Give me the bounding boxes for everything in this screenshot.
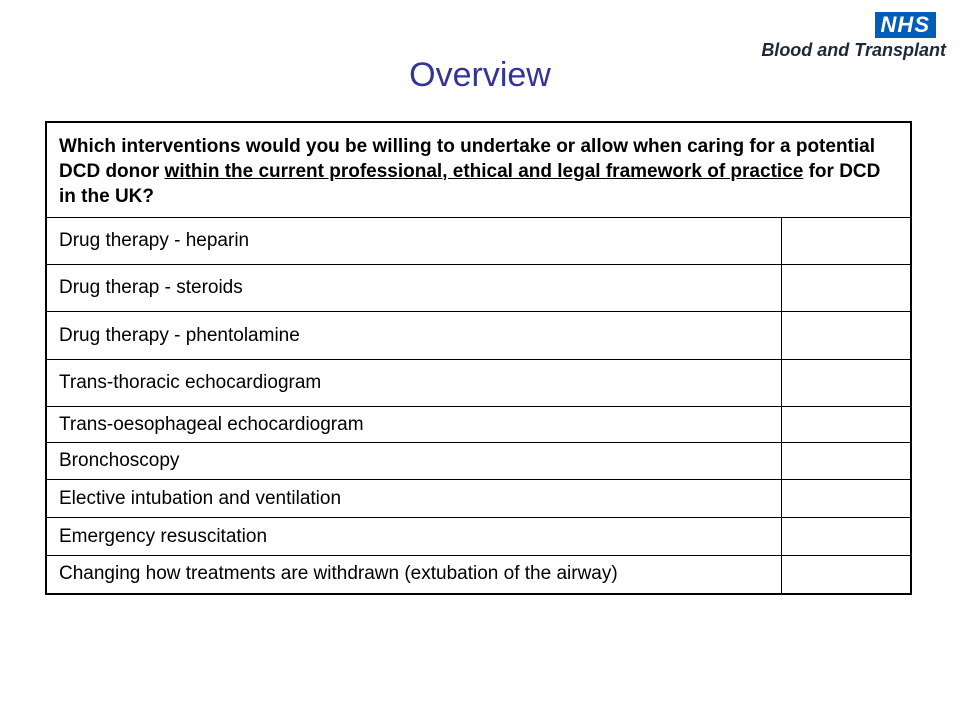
page-title: Overview [409, 56, 551, 94]
table-row [46, 218, 911, 265]
intervention-label: Trans-thoracic echocardiogram [46, 360, 782, 407]
intervention-label: Changing how treatments are withdrawn (extubation of the airway) [46, 556, 782, 594]
response-cell[interactable] [782, 480, 912, 518]
table-row [46, 518, 911, 556]
question-text-before: Which interventions would you be willing to undertake or allow when caring for a potential DCD donor [59, 135, 876, 182]
intervention-label: Drug therap - steroids [46, 265, 782, 312]
table-row [46, 312, 911, 360]
nhs-badge: NHS [875, 12, 936, 38]
intervention-label: Drug therapy - heparin [46, 218, 782, 265]
intervention-label: Emergency resuscitation [46, 518, 782, 556]
question-text-underlined: within the current professional, ethical and legal framework of practice [164, 160, 804, 182]
response-cell[interactable] [782, 312, 912, 360]
table-row [46, 407, 911, 443]
response-cell[interactable] [782, 556, 912, 594]
response-cell[interactable] [782, 407, 912, 443]
response-cell[interactable] [782, 218, 912, 265]
response-cell[interactable] [782, 360, 912, 407]
response-cell[interactable] [782, 443, 912, 480]
interventions-table [45, 121, 912, 595]
intervention-label: Drug therapy - phentolamine [46, 312, 782, 360]
intervention-label: Bronchoscopy [46, 443, 782, 480]
intervention-label: Trans-oesophageal echocardiogram [46, 407, 782, 443]
question-text-after: for DCD in the UK? [59, 160, 881, 207]
table-row [46, 480, 911, 518]
question-cell [46, 122, 911, 218]
table-row [46, 556, 911, 594]
table-row [46, 443, 911, 480]
org-name: Blood and Transplant [761, 40, 946, 60]
table-row [46, 265, 911, 312]
response-cell[interactable] [782, 265, 912, 312]
intervention-label: Elective intubation and ventilation [46, 480, 782, 518]
response-cell[interactable] [782, 518, 912, 556]
table-row [46, 360, 911, 407]
question-row [46, 122, 911, 218]
